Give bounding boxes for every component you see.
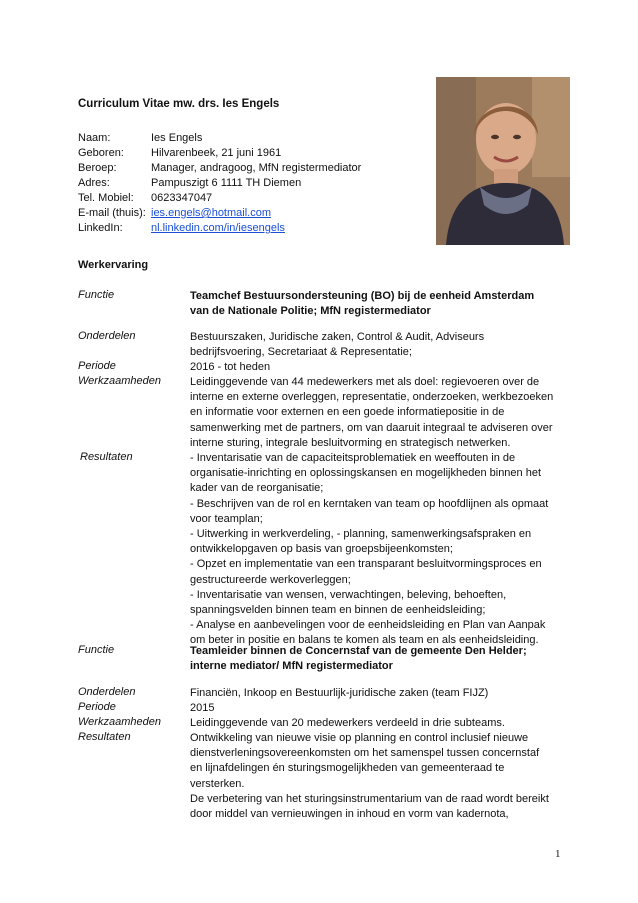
- personal-row-born: [78, 146, 361, 161]
- personal-row-profession: [78, 161, 361, 176]
- portrait-photo: [436, 77, 570, 245]
- cv-title: Curriculum Vitae mw. drs. Ies Engels: [78, 98, 280, 110]
- job2-werkzaamheden-label: Werkzaamheden: [78, 716, 161, 728]
- job1-res-line: spanningsvelden binnen team en binnen de eenheidsleiding;: [190, 604, 486, 617]
- personal-label: E-mail (thuis):: [78, 207, 146, 219]
- job1-onderdelen-line: Bestuurszaken, Juridische zaken, Control & Audit, Adviseurs: [190, 331, 485, 343]
- personal-value: 0623347047: [151, 192, 213, 204]
- personal-row-email: [78, 206, 361, 221]
- job1-werk-line: en informatie voor externen en een goede informatiepositie in de: [190, 406, 505, 419]
- personal-label: Naam:: [78, 132, 111, 144]
- personal-info: [78, 131, 361, 236]
- job2-functie-line: Teamleider binnen de Concernstaf van de gemeente Den Helder;: [190, 645, 527, 657]
- personal-value: Ies Engels: [151, 132, 203, 144]
- job2-werkzaamheden: Leidinggevende van 20 medewerkers verdeeld in drie subteams.: [190, 717, 505, 729]
- job2-periode: 2015: [190, 702, 215, 714]
- job2-onderdelen-label: Onderdelen: [78, 686, 136, 698]
- job1-werkzaamheden-label: Werkzaamheden: [78, 375, 161, 387]
- job1-res-line: ontwikkelopgaven op basis van groepsbijeenkomsten;: [190, 543, 453, 556]
- portrait-illustration: [436, 77, 570, 245]
- job1-functie-line: van de Nationale Politie; MfN registermediator: [190, 305, 431, 318]
- job2-resultaten: [190, 731, 562, 822]
- personal-row-linkedin: [78, 221, 361, 236]
- personal-value: Manager, andragoog, MfN registermediator: [151, 162, 362, 174]
- job1-res-line: voor teamplan;: [190, 512, 263, 525]
- job1-functie-label: Functie: [78, 289, 115, 301]
- job2-res-line: en lijnafdelingen én sturingsmogelijkheden van gemeenteraad te: [190, 762, 505, 775]
- personal-value: Hilvarenbeek, 21 juni 1961: [151, 147, 282, 159]
- job1-res-line: organisatie-inrichting en oplossingskansen en mogelijkheden binnen het: [190, 467, 542, 480]
- job1-werk-line: interne sturing, integrale besluitvorming en strategisch netwerken.: [190, 436, 511, 449]
- job1-res-line: kader van de reorganisatie;: [190, 482, 324, 495]
- job2-functie: [190, 644, 562, 674]
- personal-label: Adres:: [78, 177, 110, 189]
- job2-periode-label: Periode: [78, 701, 116, 713]
- job1-res-line: - Inventarisatie van wensen, verwachtingen, beleving, behoeften,: [190, 588, 507, 601]
- personal-value: Pampuszigt 6 1111 TH Diemen: [151, 177, 302, 189]
- job1-werk-line: samenwerking met de partners, om van daaruit integraal te adviseren over: [190, 421, 553, 434]
- job1-resultaten-label: Resultaten: [80, 451, 133, 463]
- job1-werk-line: Leidinggevende van 44 medewerkers met als doel: regievoeren over de: [190, 376, 540, 388]
- job2-functie-label: Functie: [78, 644, 115, 656]
- personal-row-phone: [78, 191, 361, 206]
- job1-resultaten: [190, 451, 562, 649]
- job1-res-line: - Opzet en implementatie van een transparant besluitvormingsproces en: [190, 558, 542, 571]
- job1-werkzaamheden: [190, 375, 562, 451]
- job1-onderdelen-line: bedrijfsvoering, Secretariaat & Representatie;: [190, 346, 412, 359]
- personal-row-address: [78, 176, 361, 191]
- job1-res-line: - Inventarisatie van de capaciteitsproblematiek en weeffouten in de: [190, 452, 516, 464]
- job2-res-line: Ontwikkeling van nieuwe visie op planning en control inclusief nieuwe: [190, 732, 529, 744]
- personal-row-name: [78, 131, 361, 146]
- job1-res-line: gestructureerde werkoverleggen;: [190, 573, 351, 586]
- job2-resultaten-label: Resultaten: [78, 731, 131, 743]
- email-link[interactable]: ies.engels@hotmail.com: [151, 207, 271, 219]
- job2-functie-line: interne mediator/ MfN registermediator: [190, 660, 393, 673]
- job1-periode: 2016 - tot heden: [190, 361, 271, 373]
- personal-label: LinkedIn:: [78, 222, 123, 234]
- job1-res-line: om beter in positie en balans te komen als team en als eenheidsleiding.: [190, 634, 539, 647]
- job1-werk-line: interne en externe overleggen, representatie, onderzoeken, werkbezoeken: [190, 391, 554, 404]
- page-number: 1: [555, 848, 561, 860]
- job1-res-line: - Analyse en aanbevelingen voor de eenheidsleiding en Plan van Aanpak: [190, 619, 546, 632]
- personal-label: Geboren:: [78, 147, 124, 159]
- section-heading-werkervaring: Werkervaring: [78, 259, 149, 271]
- job1-functie: [190, 289, 562, 319]
- linkedin-link[interactable]: nl.linkedin.com/in/iesengels: [151, 222, 285, 234]
- job1-res-line: - Beschrijven van de rol en kerntaken van team op hoofdlijnen als opmaat: [190, 497, 549, 510]
- job1-periode-label: Periode: [78, 360, 116, 372]
- personal-label: Tel. Mobiel:: [78, 192, 134, 204]
- job2-onderdelen: Financiën, Inkoop en Bestuurlijk-juridische zaken (team FIJZ): [190, 687, 489, 699]
- job2-res-line: versterken.: [190, 777, 245, 790]
- job1-onderdelen: [190, 330, 562, 360]
- job2-res-line: door middel van vernieuwingen in inhoud en vorm van kadernota,: [190, 808, 509, 821]
- job1-onderdelen-label: Onderdelen: [78, 330, 136, 342]
- personal-label: Beroep:: [78, 162, 117, 174]
- job1-functie-line: Teamchef Bestuursondersteuning (BO) bij de eenheid Amsterdam: [190, 290, 535, 302]
- job1-res-line: - Uitwerking in werkverdeling, - planning, samenwerkingsafspraken en: [190, 528, 532, 541]
- job2-res-line: dienstverleningsovereenkomsten om het samenspel tussen concernstaf: [190, 747, 540, 760]
- job2-res-line: De verbetering van het sturingsinstrumentarium van de raad wordt bereikt: [190, 792, 549, 805]
